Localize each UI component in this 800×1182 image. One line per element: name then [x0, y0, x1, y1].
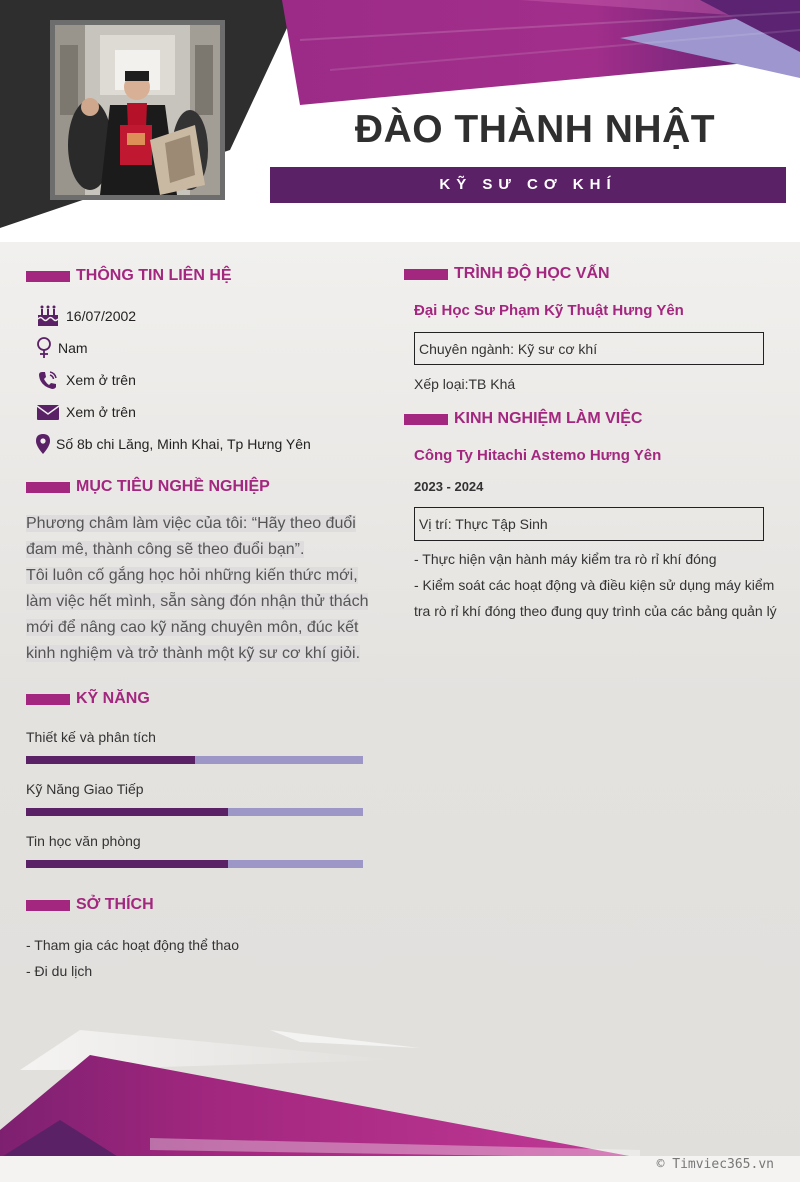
objective-heading-title: MỤC TIÊU NGHỀ NGHIỆP — [76, 478, 270, 495]
work-period: 2023 - 2024 — [414, 479, 484, 494]
heading-accent-bar — [404, 269, 448, 280]
skill-level-track — [26, 756, 363, 764]
skills-heading-title: KỸ NĂNG — [76, 690, 150, 707]
heading-accent-bar — [26, 694, 70, 705]
skill-level-fill — [26, 756, 195, 764]
grade-value: Xếp loại:TB Khá — [414, 376, 516, 392]
heading-accent-bar — [26, 482, 70, 493]
major-value: Chuyên ngành: Kỹ sư cơ khí — [419, 340, 598, 357]
major-box — [414, 332, 764, 365]
skill-label: Kỹ Năng Giao Tiếp — [26, 781, 144, 797]
skill-item — [26, 831, 363, 883]
duties-list — [414, 546, 784, 624]
experience-heading — [404, 410, 642, 428]
position-box — [414, 507, 764, 541]
contact-birthday — [34, 300, 374, 332]
contact-heading-title: THÔNG TIN LIÊN HỆ — [76, 267, 232, 284]
birthday-cake-icon — [34, 305, 62, 327]
contact-phone — [34, 364, 374, 396]
contact-address — [34, 428, 374, 460]
skill-level-fill — [26, 808, 228, 816]
experience-heading-title: KINH NGHIỆM LÀM VIỆC — [454, 410, 643, 427]
skills-list — [26, 727, 363, 883]
contact-list — [34, 300, 374, 460]
education-heading — [404, 265, 610, 283]
job-title: KỸ SƯ CƠ KHÍ — [439, 176, 617, 193]
heading-accent-bar — [26, 271, 70, 282]
skill-label: Thiết kế và phân tích — [26, 729, 156, 745]
skill-item — [26, 727, 363, 779]
phone-value: Xem ở trên — [66, 372, 136, 388]
copyright-text: © Timviec365.vn — [656, 1157, 774, 1172]
contact-email — [34, 396, 374, 428]
position-value: Vị trí: Thực Tập Sinh — [419, 516, 548, 532]
skill-label: Tin học văn phòng — [26, 833, 141, 849]
education-heading-title: TRÌNH ĐỘ HỌC VẤN — [454, 265, 610, 282]
envelope-icon — [34, 403, 62, 421]
address-value: Số 8b chi Lăng, Minh Khai, Tp Hưng Yên — [56, 436, 311, 452]
school-name: Đại Học Sư Phạm Kỹ Thuật Hưng Yên — [414, 302, 684, 319]
contact-heading — [26, 267, 232, 285]
skill-level-track — [26, 808, 363, 816]
heading-accent-bar — [404, 414, 448, 425]
career-objective — [26, 511, 376, 667]
job-title-banner — [270, 167, 786, 203]
hobby-item: - Đi du lịch — [26, 963, 93, 979]
female-icon — [34, 337, 54, 359]
phone-icon — [34, 369, 62, 391]
location-pin-icon — [34, 434, 52, 454]
hobby-item: - Tham gia các hoạt động thể thao — [26, 937, 239, 953]
birthday-value: 16/07/2002 — [66, 308, 137, 324]
duty-item: - Kiểm soát các hoạt động và điều kiện sử dụng máy kiểm tra rò rỉ khí đóng theo đung quy trình của các bảng quản lý — [414, 577, 777, 619]
hobbies-heading — [26, 896, 154, 914]
skill-item — [26, 779, 363, 831]
objective-text: Phương châm làm việc của tôi: “Hãy theo đuổi đam mê, thành công sẽ theo đuổi bạn”. Tôi luôn cố gắng học hỏi những kiến thức mới, làm việc hết mình, sẵn sàng đón nhận thử thách mới để nâng cao kỹ năng chuyên môn, đúc kết kinh nghiệm và trở thành một kỹ sư cơ khí giỏi. — [26, 515, 369, 662]
skill-level-track — [26, 860, 363, 868]
email-value: Xem ở trên — [66, 404, 136, 420]
cv-header — [0, 0, 800, 242]
company-name: Công Ty Hitachi Astemo Hưng Yên — [414, 447, 662, 464]
candidate-name: ĐÀO THÀNH NHẬT — [354, 108, 716, 151]
duty-item: - Thực hiện vận hành máy kiểm tra rò rỉ khí đóng — [414, 551, 717, 567]
objective-heading — [26, 478, 270, 496]
contact-gender — [34, 332, 374, 364]
skill-level-fill — [26, 860, 228, 868]
heading-accent-bar — [26, 900, 70, 911]
profile-photo-frame — [50, 20, 225, 200]
gender-value: Nam — [58, 340, 88, 356]
hobbies-list — [26, 932, 366, 984]
hobbies-heading-title: SỞ THÍCH — [76, 896, 154, 913]
profile-photo — [55, 25, 220, 195]
skills-heading — [26, 690, 150, 708]
